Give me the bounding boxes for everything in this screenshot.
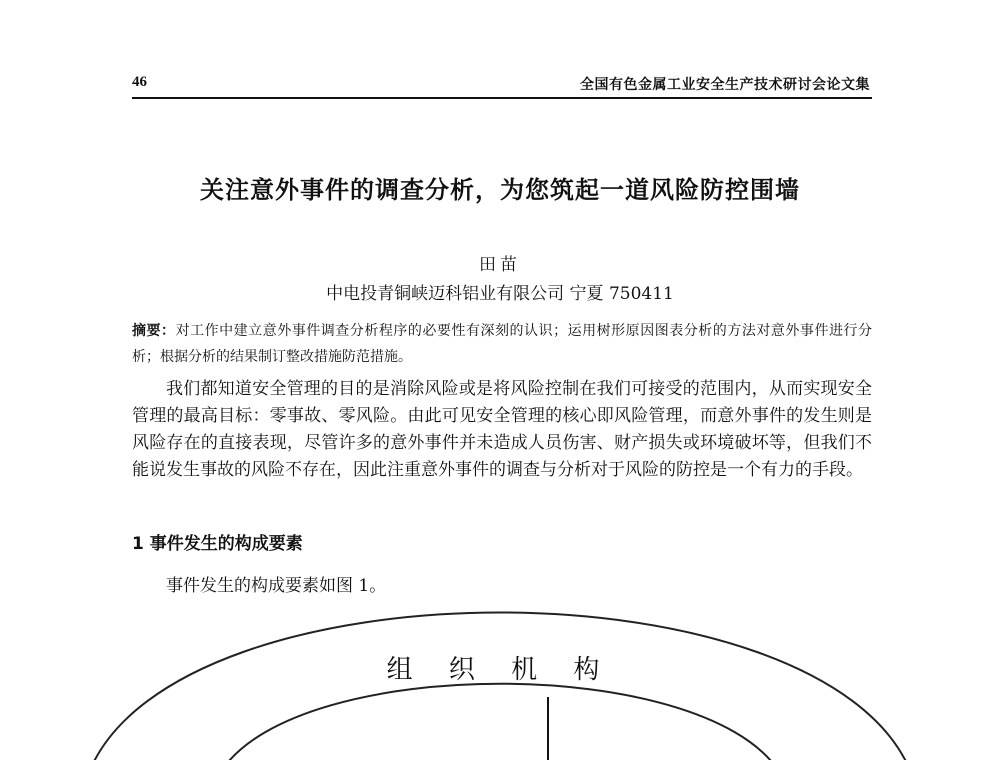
body-paragraph: 我们都知道安全管理的目的是消除风险或是将风险控制在我们可接受的范围内，从而实现安全管理的最高目标：零事故、零风险。由此可见安全管理的核心即风险管理，而意外事件的发生则是风险存在的直接表现，尽管许多的意外事件并未造成人员伤害、财产损失或环境破坏等，但我们不能说发生事故的风险不存在，因此注重意外事件的调查与分析对于风险的防控是一个有力的手段。 bbox=[132, 379, 872, 480]
author-affiliation: 中电投青铜峡迈科铝业有限公司 宁夏 750411 bbox=[326, 284, 674, 304]
running-title: 全国有色金属工业安全生产技术研讨会论文集 bbox=[580, 77, 870, 93]
figure-outer-label: 组 织 机 构 bbox=[386, 655, 614, 685]
section-heading: 1 事件发生的构成要素 bbox=[132, 534, 303, 554]
outer-arc bbox=[90, 613, 910, 760]
page-number: 46 bbox=[132, 74, 147, 90]
inner-arc bbox=[222, 684, 778, 760]
paper-title: 关注意外事件的调查分析，为您筑起一道风险防控围墙 bbox=[200, 176, 800, 204]
abstract-text: 对工作中建立意外事件调查分析程序的必要性有深刻的认识；运用树形原因图表分析的方法对意外事件进行分析；根据分析的结果制订整改措施防范措施。 bbox=[132, 323, 872, 365]
figure-reference-text: 事件发生的构成要素如图 1。 bbox=[166, 576, 387, 596]
abstract-label: 摘要： bbox=[132, 323, 176, 339]
author-name: 田苗 bbox=[479, 255, 521, 275]
